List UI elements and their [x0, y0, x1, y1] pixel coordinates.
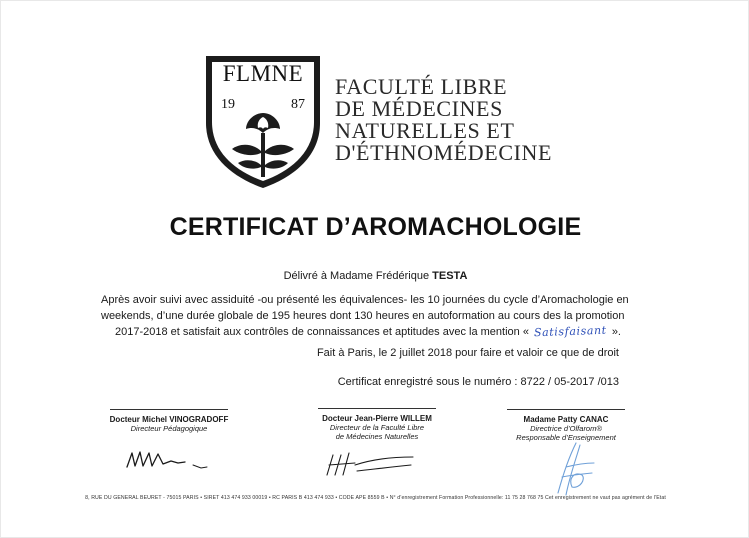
- body-line-3-prefix: 2017-2018 et satisfait aux contrôles de connaissances et aptitudes avec la mention «: [114, 326, 529, 338]
- certificate-body: [101, 292, 629, 340]
- signatory-role-line-2: Responsable d’Enseignement: [516, 433, 616, 442]
- signatory-2: [292, 408, 462, 441]
- signatory-role: Directeur Pédagogique: [130, 424, 208, 433]
- signatory-1: [84, 409, 254, 433]
- signature-line: [110, 409, 228, 410]
- signature-canac: [546, 441, 601, 497]
- certificate-title: CERTIFICAT D’AROMACHOLOGIE: [169, 213, 582, 241]
- body-line-3: [101, 324, 621, 340]
- body-line-3-suffix: ».: [611, 326, 621, 338]
- signatory-name: Madame Patty CANAC: [523, 415, 609, 424]
- delivered-to: [1, 270, 749, 282]
- faculty-name-line-1: FACULTÉ LIBRE: [335, 74, 508, 99]
- recipient-surname: TESTA: [432, 270, 468, 282]
- signatory-name: Docteur Jean-Pierre WILLEM: [322, 414, 432, 423]
- signature-willem: [321, 447, 421, 481]
- crest-acronym: FLMNE: [222, 61, 304, 86]
- signatory-role-line-2: de Médecines Naturelles: [335, 432, 419, 441]
- crest-year-right: 87: [291, 97, 305, 112]
- faculty-name-line-3: NATURELLES ET: [335, 118, 515, 143]
- registration-number: Certificat enregistré sous le numéro : 8722 / 05-2017 /013: [337, 376, 619, 388]
- signature-line: [318, 408, 436, 409]
- signatory-role: Directrice d’Olfarom®: [530, 424, 602, 433]
- footer-legal-line: 8, RUE DU GENERAL BEURET - 75015 PARIS • SIRET 413 474 933 00019 • RC PARIS B 413 474 933 • CODE APE 8559 B • N° d’enregistrement Formation Professionnelle: 11 75 28 768 75 Cet enregistrement ne vaut pas agrément de l’Etat: [85, 495, 666, 501]
- body-line-1: Après avoir suivi avec assiduité -ou présenté les équivalences- les 10 journées du cycle d’Aromachologie en: [101, 294, 629, 306]
- faculty-name-line-4: D'ÉTHNOMÉDECINE: [335, 140, 553, 165]
- crest-year-left: 19: [221, 97, 235, 112]
- body-line-2: weekends, d’une durée globale de 195 heures dont 130 heures en autoformation au cours des la promotion: [101, 310, 625, 322]
- delivered-prefix: Délivré à Madame Frédérique: [283, 270, 430, 282]
- handwritten-mention: Satisfaisant: [533, 323, 607, 340]
- signature-vinogradoff: [123, 447, 213, 473]
- signature-line: [507, 409, 625, 410]
- faculty-name-line-2: DE MÉDECINES: [335, 96, 503, 121]
- signatory-3: [481, 409, 651, 442]
- signatory-name: Docteur Michel VINOGRADOFF: [109, 415, 229, 424]
- issue-place-date: Fait à Paris, le 2 juillet 2018 pour faire et valoir ce que de droit: [316, 347, 619, 359]
- faculty-name: [335, 76, 595, 164]
- signatory-role: Directeur de la Faculté Libre: [329, 423, 425, 432]
